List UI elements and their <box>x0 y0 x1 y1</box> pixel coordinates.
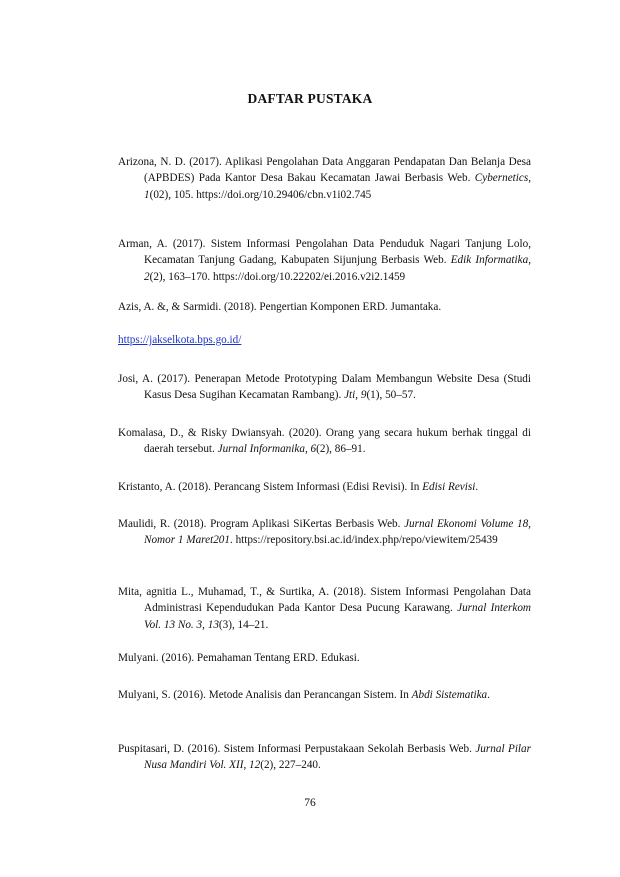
reference-issue: (2), 227–240. <box>260 759 321 772</box>
reference-separator: , <box>528 254 531 267</box>
reference-entry <box>118 741 531 774</box>
reference-journal: Edisi Revisi <box>422 481 476 493</box>
reference-link[interactable]: https://jakselkota.bps.go.id/ <box>118 334 242 346</box>
reference-volume: 13 <box>207 618 219 631</box>
reference-separator: . <box>475 481 479 493</box>
reference-journal: Edik Informatika <box>450 254 529 267</box>
reference-volume: 9 <box>360 389 367 402</box>
reference-issue: (3), 14–21. <box>218 618 269 631</box>
reference-text: Puspitasari, D. (2016). Sistem Informasi Perpustakaan Sekolah Berbasis Web. <box>118 743 476 755</box>
reference-entry <box>118 154 531 203</box>
reference-volume: 1 <box>144 188 150 201</box>
reference-issue: (2), 86–91. <box>316 443 366 456</box>
reference-entry <box>118 332 531 348</box>
reference-issue: (02), 105. https://doi.org/10.29406/cbn.v1i02.745 <box>149 188 372 201</box>
reference-text: Mita, agnitia L., Muhamad, T., & Surtika, A. (2018). Sistem Informasi Pengolahan Data Administrasi Kependudukan Pada Kantor Desa Pucung Karawang. <box>118 586 531 615</box>
reference-text: Komalasa, D., & Risky Dwiansyah. (2020). Orang yang secara hukum berhak tinggal di daerah tersebut. <box>118 427 531 456</box>
reference-entry <box>118 371 531 404</box>
reference-text: Arizona, N. D. (2017). Aplikasi Pengolahan Data Anggaran Pendapatan Dan Belanja Desa (APBDES) Pada Kantor Desa Bakau Kecamatan Jawai Berbasis Web. <box>118 156 531 185</box>
reference-text: Maulidi, R. (2018). Program Aplikasi SiKertas Berbasis Web. <box>118 518 405 530</box>
reference-journal: Jurnal Interkom Vol. 13 No. 3 <box>144 602 531 631</box>
reference-text: Mulyani. (2016). Pemahaman Tentang ERD. Edukasi. <box>118 652 360 664</box>
reference-entry <box>118 425 531 458</box>
reference-text: Mulyani, S. (2016). Metode Analisis dan Perancangan Sistem. In <box>118 689 412 701</box>
reference-separator: , <box>202 618 208 631</box>
reference-separator: , <box>355 389 361 402</box>
reference-entry <box>118 687 531 703</box>
reference-journal: Jurnal Pilar Nusa Mandiri Vol. XII <box>144 743 531 772</box>
page-number: 76 <box>304 797 316 809</box>
reference-entry <box>118 236 531 285</box>
reference-issue: (2), 163–170. https://doi.org/10.22202/ei.2016.v2i2.1459 <box>149 270 406 283</box>
reference-journal: Abdi Sistematika <box>411 689 488 701</box>
reference-url: . https://repository.bsi.ac.id/index.php/repo/viewitem/25439 <box>229 534 498 547</box>
reference-entry <box>118 479 531 495</box>
page-title: DAFTAR PUSTAKA <box>247 91 373 106</box>
reference-text: Arman, A. (2017). Sistem Informasi Pengolahan Data Penduduk Nagari Tanjung Lolo, Kecamatan Tanjung Gadang, Kabupaten Sijunjung Berbasis Web. <box>118 238 531 267</box>
reference-entry <box>118 299 531 315</box>
reference-text: Kristanto, A. (2018). Perancang Sistem Informasi (Edisi Revisi). In <box>118 481 423 493</box>
reference-separator: , <box>243 759 250 772</box>
reference-text: Azis, A. &, & Sarmidi. (2018). Pengertian Komponen ERD. Jumantaka. <box>118 301 442 313</box>
reference-journal: Jurnal Ekonomi Volume 18, Nomor 1 Maret201 <box>144 518 531 547</box>
reference-volume: 2 <box>144 270 150 283</box>
reference-journal: Cybernetics <box>474 172 529 185</box>
reference-volume: 6 <box>310 443 317 456</box>
reference-entry <box>118 584 531 633</box>
reference-issue: (1), 50–57. <box>366 389 416 402</box>
reference-separator: . <box>487 689 490 701</box>
reference-separator: , <box>528 172 531 185</box>
reference-text: Josi, A. (2017). Penerapan Metode Prototyping Dalam Membangun Website Desa (Studi Kasus Desa Sugihan Kecamatan Rambang). <box>118 373 531 402</box>
reference-journal: Jurnal Informanika <box>217 443 305 456</box>
reference-entry <box>118 516 531 549</box>
reference-journal: Jti <box>344 389 356 402</box>
reference-entry <box>118 650 531 666</box>
reference-volume: 12 <box>249 759 261 772</box>
reference-separator: , <box>304 443 311 456</box>
